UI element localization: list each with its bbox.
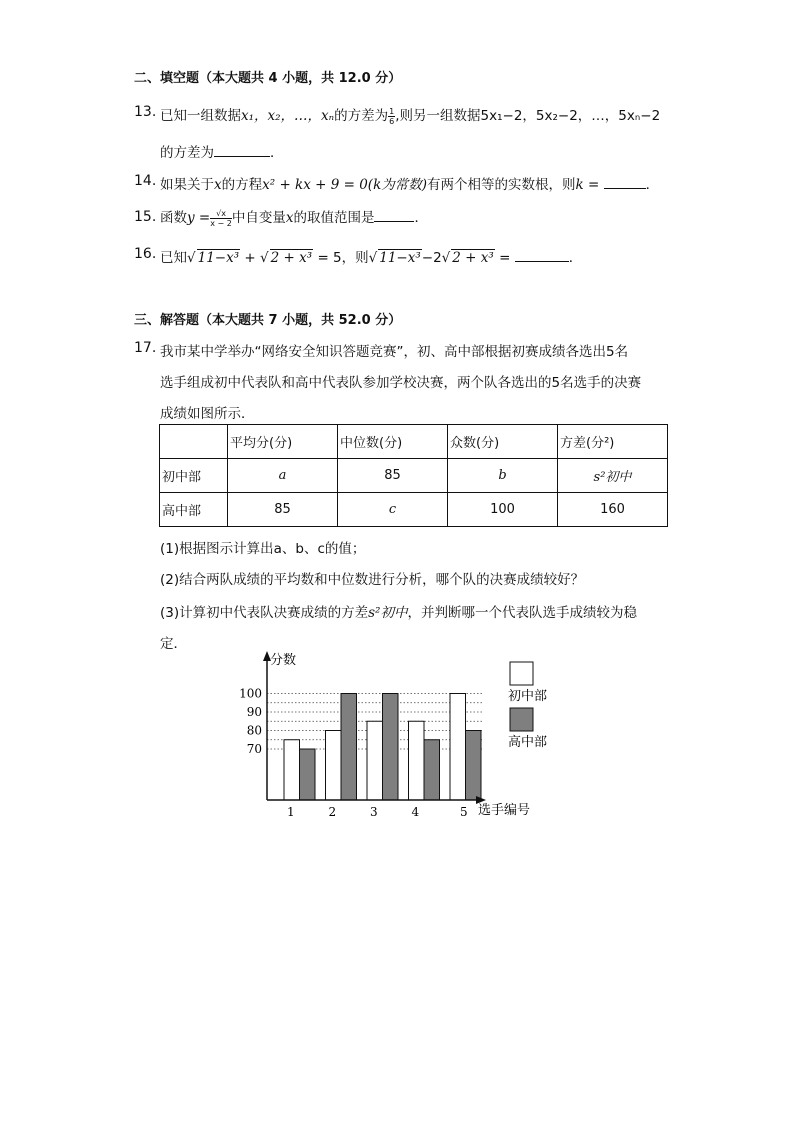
q15-frac-num: √x <box>210 209 232 219</box>
q14-answer-blank[interactable] <box>604 176 646 189</box>
q16-answer-blank[interactable] <box>515 249 569 262</box>
q15-text-a: 函数 <box>160 210 187 226</box>
q17-sub3-text-a: (3)计算初中代表队决赛成绩的方差 <box>160 605 369 621</box>
q15-var-x: x <box>285 210 294 226</box>
q13-text: 已知一组数据 <box>160 108 241 124</box>
q13-frac-num: 1 <box>389 106 395 116</box>
q14-number: 14. <box>134 173 157 189</box>
q13-answer-blank[interactable] <box>214 144 270 157</box>
table-cell: 85 <box>228 493 338 527</box>
q16-radical-2: 2 + x³ <box>270 250 313 266</box>
q17-sub2: (2)结合两队成绩的平均数和中位数进行分析，哪个队的决赛成绩较好？ <box>160 572 585 588</box>
table-cell: 160 <box>558 493 668 527</box>
q14-text-d: 有两个相等的实数根，则 <box>427 177 576 193</box>
q17-sub3-end: 定． <box>160 636 187 652</box>
table-header-cell <box>160 425 228 459</box>
q14-var-x: x <box>214 177 222 193</box>
q13-text-b: 的方差为 <box>334 108 389 124</box>
q15-line: 函数y = $\frac{√x}{x - 2}$ 中自变量x的取值范围是 ． <box>160 208 428 228</box>
q13-line1 <box>160 104 660 126</box>
q14-text-a: 如果关于 <box>160 177 214 193</box>
table-cell: a <box>228 459 338 493</box>
q17-line1: 我市某中学举办“网络安全知识答题竞赛”，初、高中部根据初赛成绩各选出5名 <box>160 344 629 360</box>
x-tick-label: 3 <box>370 805 378 819</box>
q16-radical-3: 11−x³ <box>379 250 421 266</box>
section3-heading: 三、解答题（本大题共 7 小题，共 52.0 分） <box>134 313 402 328</box>
q13-vars: x₁，x₂，…，xₙ <box>241 108 335 124</box>
y-tick-label: 100 <box>239 686 262 701</box>
q17-sub3-variance: s²初中 <box>368 605 408 621</box>
bar-junior <box>367 721 383 800</box>
q15-frac-den: x − 2 <box>210 218 232 228</box>
table-header-cell: 方差(分²) <box>558 425 668 459</box>
q15-answer-blank[interactable] <box>374 209 414 222</box>
q17-line3: 成绩如图所示． <box>160 406 255 422</box>
q14-var-k: k = <box>575 177 600 193</box>
q16-radical-1: 11−x³ <box>197 250 240 266</box>
q13-number: 13. <box>134 104 157 120</box>
bar-senior <box>383 694 399 801</box>
table-cell: 100 <box>448 493 558 527</box>
x-axis-label: 选手编号 <box>478 803 531 818</box>
q15-y-eq: y = <box>187 210 211 226</box>
table-cell: b <box>448 459 558 493</box>
bar-junior <box>409 721 425 800</box>
q15-number: 15. <box>134 209 157 225</box>
table-cell: s²初中 <box>558 459 668 493</box>
scores-table <box>159 424 668 527</box>
y-axis-label: 分数 <box>270 653 297 668</box>
q14-line: 如果关于x的方程x² + kx + 9 = 0(k为常数)有两个相等的实数根，则k = ． <box>160 177 660 193</box>
legend-label: 高中部 <box>508 735 548 750</box>
bar-senior <box>466 731 482 801</box>
x-tick-label: 1 <box>287 805 295 819</box>
y-tick-label: 90 <box>246 705 262 719</box>
table-header-row <box>160 425 668 459</box>
bar-chart <box>230 645 560 825</box>
q17-line2: 选手组成初中代表队和高中代表队参加学校决赛，两个队各选出的5名选手的决赛 <box>160 375 642 391</box>
legend-swatch <box>510 662 533 685</box>
q17-number: 17. <box>134 340 157 356</box>
q14-text-c: 的方程 <box>221 177 263 193</box>
table-cell: 高中部 <box>160 493 228 527</box>
bar-senior <box>424 740 440 800</box>
q16-plus: + <box>240 250 261 266</box>
q14-equation: x² + kx + 9 = 0(k为常数) <box>262 177 428 193</box>
legend-label: 初中部 <box>508 689 548 704</box>
q16-line: 已知√ 11−x³ + √ 2 + x³ = 5，则√ 11−x³−2√ 2 + x³ = ． <box>160 250 583 266</box>
q15-text-d: 的取值范围是 <box>293 210 375 226</box>
q15-text-b: 中自变量 <box>231 210 286 226</box>
x-tick-label: 4 <box>411 805 420 819</box>
q16-eq5: = 5，则 <box>313 250 369 266</box>
table-cell: 85 <box>338 459 448 493</box>
bar-senior <box>300 749 316 800</box>
bar-junior <box>284 740 300 800</box>
x-tick-label: 5 <box>460 805 468 819</box>
q15-fraction <box>210 209 232 228</box>
bar-junior <box>326 731 342 801</box>
q13-frac-den: 6 <box>389 116 395 126</box>
q16-radical-4: 2 + x³ <box>452 250 494 266</box>
x-tick-label: 2 <box>328 805 337 819</box>
q13-line2: 的方差为 ． <box>160 145 284 161</box>
q16-number: 16. <box>134 246 157 262</box>
q16-text-a: 已知 <box>160 250 187 266</box>
legend-swatch <box>510 708 533 731</box>
y-tick-label: 70 <box>246 742 262 756</box>
y-tick-label: 80 <box>246 723 262 738</box>
q17-sub1: (1)根据图示计算出a、b、c的值； <box>160 541 366 557</box>
table-header-cell: 平均分(分) <box>228 425 338 459</box>
table-cell: 初中部 <box>160 459 228 493</box>
q13-line2-text: 的方差为 <box>160 145 214 161</box>
q16-equals: = <box>494 250 511 266</box>
table-header-cell: 中位数(分) <box>338 425 448 459</box>
table-cell: c <box>338 493 448 527</box>
q17-sub3-text-b: ，并判断哪一个代表队选手成绩较为稳 <box>407 605 637 621</box>
bar-junior <box>450 694 466 801</box>
q16-minus2: −2 <box>421 250 442 266</box>
q13-text-c: ,则另一组数据5x₁−2，5x₂−2，…，5xₙ−2 <box>395 108 661 124</box>
table-row <box>160 493 668 527</box>
bar-senior <box>341 694 357 801</box>
table-header-cell: 众数(分) <box>448 425 558 459</box>
table-row <box>160 459 668 493</box>
q17-sub3 <box>160 601 637 621</box>
section2-heading: 二、填空题（本大题共 4 小题，共 12.0 分） <box>134 71 402 86</box>
